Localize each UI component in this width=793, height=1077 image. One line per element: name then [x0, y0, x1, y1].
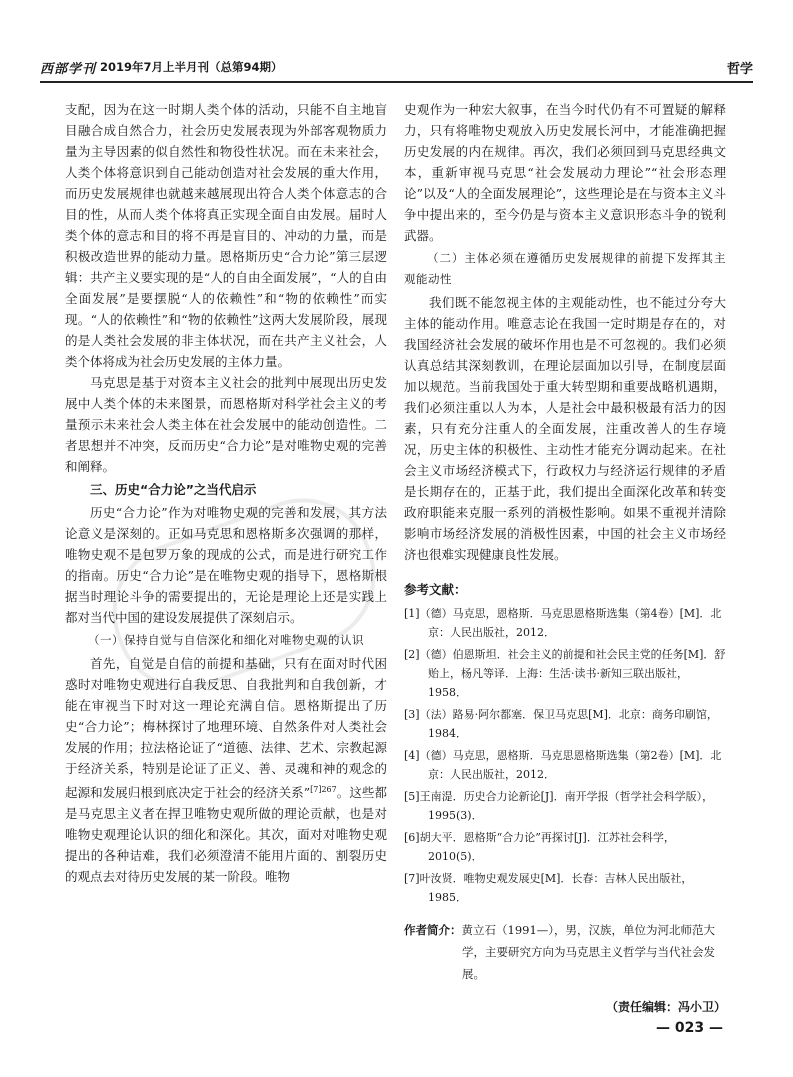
citation-superscript: [7]267: [310, 785, 337, 794]
paragraph-text: 。这些都是马克思主义者在捍卫唯物史观所做的理论贡献，也是对唯物史观理论认识的细化和深化。其次，面对对唯物史观提出的各种诘难，我们必须澄清不能用片面的、割裂历史的观点去对待历史发展的某一阶段。唯物: [65, 785, 387, 885]
subsection-heading: （二）主体必须在遵循历史发展规律的前提下发挥其主观能动性: [404, 251, 726, 286]
body-paragraph: [65, 653, 387, 887]
page-header: [40, 55, 753, 83]
right-column: [404, 99, 726, 1030]
body-paragraph: 历史“合力论”作为对唯物史观的完善和发展，其方法论意义是深刻的。正如马克思和恩格斯多次强调的那样，唯物史观不是包罗万象的现成的公式，而是进行研究工作的指南。历史“合力论”是在唯物史观的指导下，恩格斯根据当时理论斗争的需要提出的，无论是理论上还是实践上都对当代中国的建设发展提供了深刻启示。: [65, 505, 387, 625]
author-bio-text: 黄立石（1991—），男，汉族，单位为河北师范大学，主要研究方向为马克思主义哲学与当代社会发展。: [461, 923, 716, 981]
section-heading: 三、历史“合力论”之当代启示: [90, 482, 257, 497]
journal-logo: 西部学刊: [40, 62, 97, 77]
references-heading: 参考文献：: [404, 582, 467, 597]
paragraph-text: 首先，自觉是自信的前提和基础，只有在面对时代困惑时对唯物史观进行自我反思、自我批判和自我创新，才能在审视当下时对这一理论充满自信。恩格斯提出了历史“合力论”；梅林探讨了地理环境、自然条件对人类社会发展的作用；拉法格论证了“道德、法律、艺术、宗教起源于经济关系，特别是论证了正义、善、灵魂和神的观念的起源和发展归根到底决定于社会的经济关系”: [65, 656, 387, 801]
body-paragraph: 史观作为一种宏大叙事，在当今时代仍有不可置疑的解释力，只有将唯物史观放入历史发展长河中，才能准确把握历史发展的内在规律。再次，我们必须回到马克思经典文本，重新审视马克思“社会发展动力理论”“社会形态理论”以及“人的全面发展理论”，这些理论是在与资本主义斗争中提出来的，至今仍是与资本主义意识形态斗争的锐利武器。: [404, 102, 726, 243]
reference-item: [4]（德）马克思，恩格斯．马克思恩格斯选集（第2卷）[M]．北京：人民出版社，2012．: [404, 749, 722, 781]
reference-item: [6]胡大平．恩格斯“合力论”再探讨[J]．江苏社会科学，2010(5)．: [404, 831, 675, 863]
body-paragraph: 马克思是基于对资本主义社会的批判中展现出历史发展中人类个体的未来图景，而恩格斯对科学社会主义的考量预示未来社会人类主体在社会发展中的能动创造性。二者思想并不冲突，反而历史“合力论”是对唯物史观的完善和阐释。: [65, 375, 387, 474]
editor-credit: （责任编辑：冯小卫）: [605, 999, 726, 1014]
reference-item: [2]（德）伯恩斯坦．社会主义的前提和社会民主党的任务[M]．舒贻上，杨凡等译．上海：生活·读书·新知三联出版社，1958．: [404, 648, 726, 699]
reference-item: [5]王南湜．历史合力论新论[J]．南开学报（哲学社会科学版），1995(3)．: [404, 790, 714, 822]
author-bio-label: 作者简介：: [404, 923, 462, 937]
subsection-heading: （一）保持自觉与自信深化和细化对唯物史观的认识: [88, 633, 364, 647]
page-number: — 023 —: [656, 1020, 723, 1036]
body-paragraph: 我们既不能忽视主体的主观能动性，也不能过分夸大主体的能动作用。唯意志论在我国一定时期是存在的，对我国经济社会发展的破坏作用也是不可忽视的。我们必须认真总结其深刻教训，在理论层面加以引导，在制度层面加以规范。当前我国处于重大转型期和重要战略机遇期，我们必须注重以人为本，人是社会中最积极最有活力的因素，只有充分注重人的全面发展，注重改善人的生存境况，历史主体的积极性、主动性才能充分调动起来。在社会主义市场经济模式下，行政权力与经济运行规律的矛盾是长期存在的，正基于此，我们提出全面深化改革和转变政府职能来克服一系列的消极性影响。如果不重视并清除影响市场经济发展的消极性因素，中国的社会主义市场经济也很难实现健康良性发展。: [404, 295, 726, 562]
reference-item: [7]叶汝贤．唯物史观发展史[M]．长春：吉林人民出版社，1985．: [404, 872, 693, 904]
reference-item: [3]（法）路易·阿尔都塞．保卫马克思[M]．北京：商务印刷馆，1984．: [404, 708, 718, 740]
issue-info: 2019年7月上半月刊（总第94期）: [100, 60, 283, 74]
section-label: 哲学: [726, 62, 753, 77]
reference-item: [1]（德）马克思，恩格斯．马克思恩格斯选集（第4卷）[M]．北京：人民出版社，2012．: [404, 607, 722, 639]
author-bio: [404, 919, 726, 985]
left-column: [65, 99, 387, 887]
body-paragraph: 支配，因为在这一时期人类个体的活动，只能不自主地盲目融合成自然合力，社会历史发展表现为外部客观物质力量为主导因素的似自然性和物役性状况。而在未来社会，人类个体将意识到自己能动创造对社会发展的重大作用，而历史发展规律也就越来越展现出符合人类个体意志的合目的性，从而人类个体将真正实现全面自由发展。届时人类个体的意志和目的将不再是盲目的、冲动的力量，而是积极改造世界的能动力量。恩格斯历史“合力论”第三层逻辑：共产主义要实现的是“人的自由全面发展”，“人的自由全面发展”是要摆脱“人的依赖性”和“物的依赖性”而实现。“人的依赖性”和“物的依赖性”这两大发展阶段，展现的是人类社会发展的非主体状况，而在共产主义社会，人类个体将成为社会历史发展的主体力量。: [65, 102, 387, 369]
